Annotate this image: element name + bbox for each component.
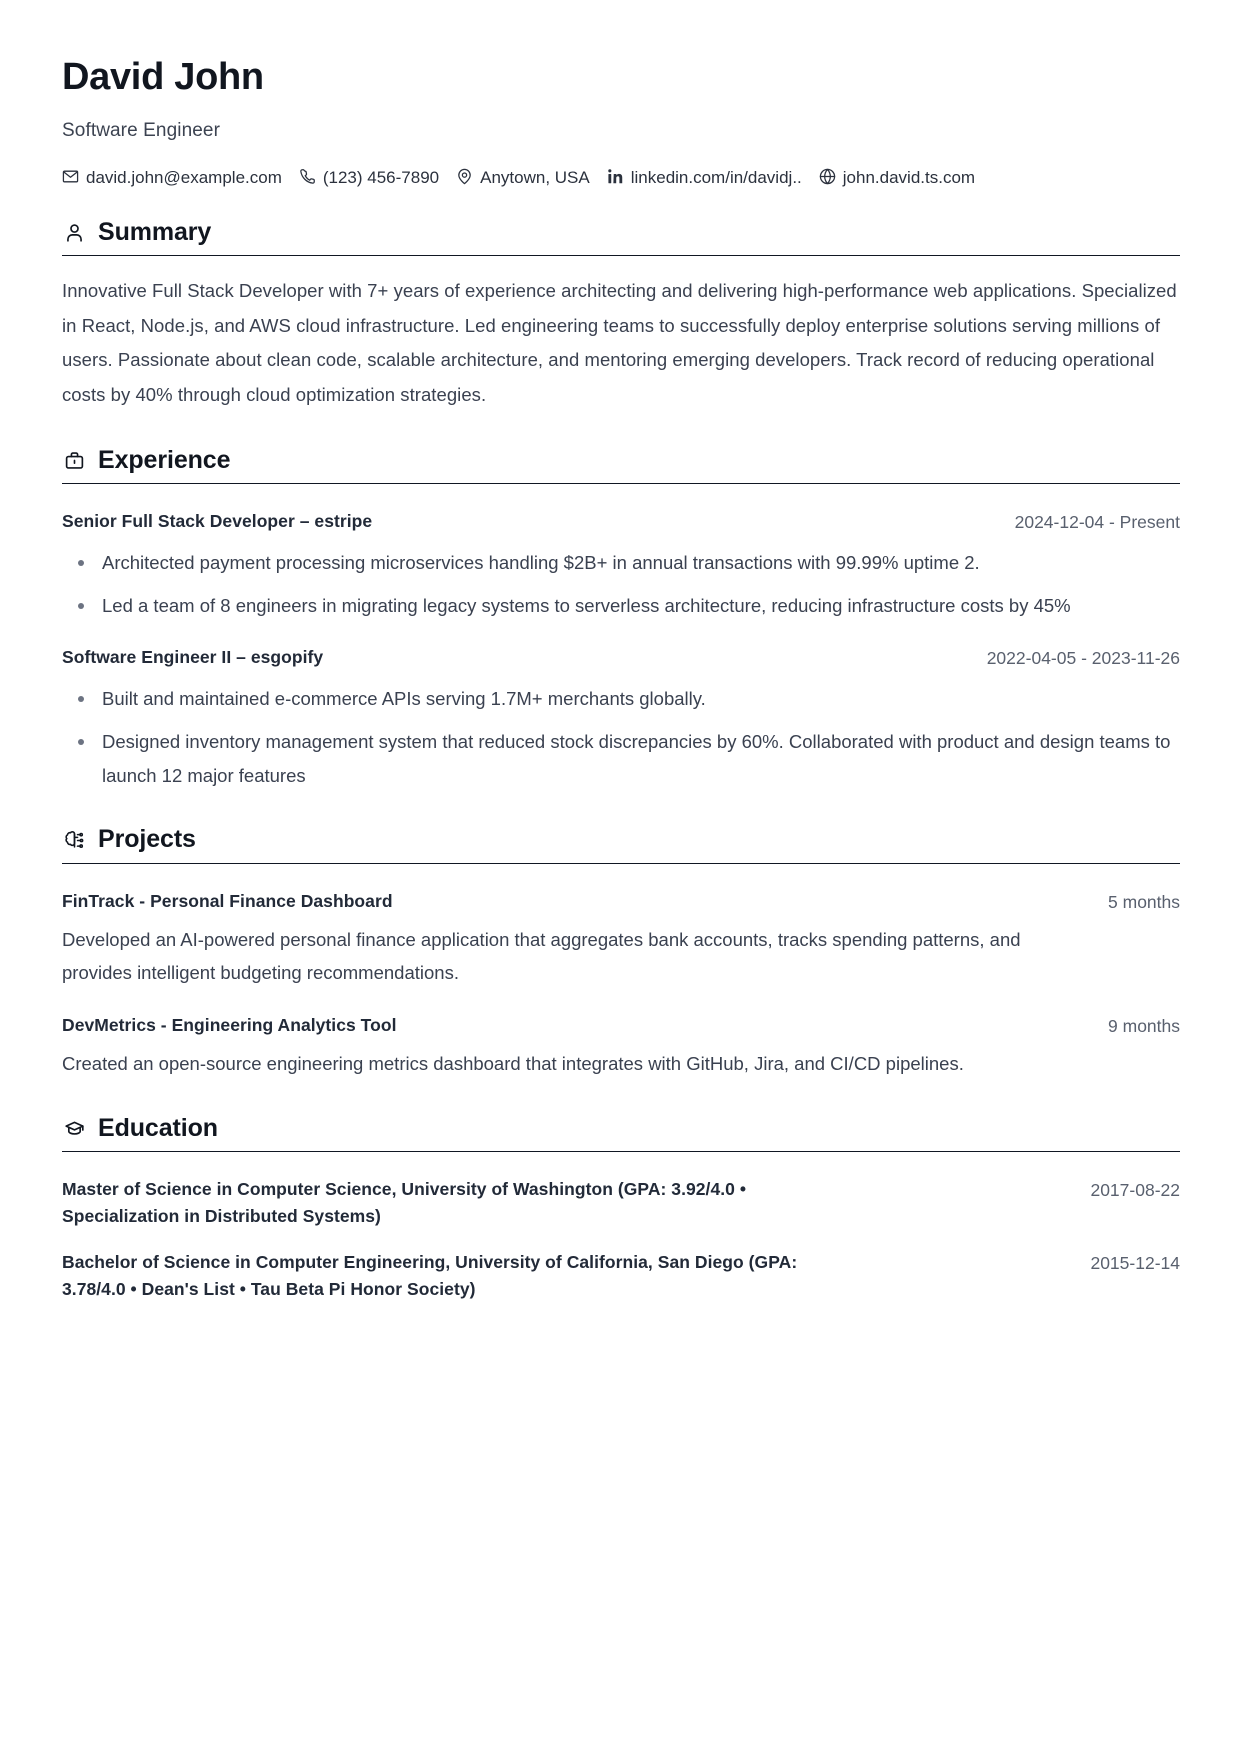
contact-website[interactable] <box>819 168 975 185</box>
bullet-item: Built and maintained e-commerce APIs serving 1.7M+ merchants globally. <box>62 682 1180 716</box>
bullet-item: Designed inventory management system that reduced stock discrepancies by 60%. Collaborated with product and design teams to launch 12 major features <box>62 725 1180 793</box>
experience-entry-date: 2024-12-04 - Present <box>1014 512 1180 533</box>
phone-icon <box>299 168 316 185</box>
project-entry-description: Developed an AI-powered personal finance application that aggregates bank accounts, tracks spending patterns, and provides intelligent budgeting recommendations. <box>62 928 1021 984</box>
education-entry-title: Master of Science in Computer Science, University of Washington (GPA: 3.92/4.0 • Specialization in Distributed Systems) <box>62 1179 747 1226</box>
experience-entry-date: 2022-04-05 - 2023-11-26 <box>986 648 1180 669</box>
section-summary-title: Summary <box>98 217 212 246</box>
resume-header <box>62 56 1180 185</box>
project-entry-header <box>62 888 1180 916</box>
bullet-item: Led a team of 8 engineers in migrating legacy systems to serverless architecture, reducing infrastructure costs by 45% <box>62 589 1180 623</box>
contact-email-text: david.john@example.com <box>86 167 282 187</box>
education-entry-header <box>62 1176 1180 1229</box>
contact-website-text: john.david.ts.com <box>842 167 976 187</box>
project-entry-duration: 9 months <box>1108 1016 1180 1037</box>
section-summary-header <box>62 219 1180 256</box>
experience-entry-title: Software Engineer II – esgopify <box>62 647 324 668</box>
mail-icon <box>62 168 79 185</box>
graduation-cap-icon <box>62 1116 86 1140</box>
project-entry-description: Created an open-source engineering metrics dashboard that integrates with GitHub, Jira, and CI/CD pipelines. <box>62 1052 964 1074</box>
section-divider <box>62 255 1180 256</box>
map-pin-icon <box>456 168 473 185</box>
education-entry <box>62 1249 1180 1302</box>
project-entry-header <box>62 1012 1180 1040</box>
education-entry-date: 2015-12-14 <box>1090 1253 1180 1274</box>
contact-phone-text: (123) 456-7890 <box>322 167 440 187</box>
section-projects-header <box>62 826 1180 863</box>
education-entry-date: 2017-08-22 <box>1090 1180 1180 1201</box>
candidate-headline: Software Engineer <box>62 119 221 141</box>
section-education-header <box>62 1115 1180 1152</box>
section-projects-title: Projects <box>98 825 196 854</box>
linkedin-icon <box>607 168 624 185</box>
section-divider <box>62 483 1180 484</box>
section-projects <box>62 826 1180 1080</box>
user-icon <box>62 220 86 244</box>
briefcase-icon <box>62 448 86 472</box>
section-divider <box>62 863 1180 864</box>
experience-entry-header <box>62 644 1180 672</box>
section-summary <box>62 219 1180 413</box>
contact-email[interactable] <box>62 168 282 185</box>
experience-entry-title: Senior Full Stack Developer – estripe <box>62 511 373 532</box>
section-education-title: Education <box>98 1113 218 1142</box>
project-entry <box>62 888 1180 990</box>
summary-text: Innovative Full Stack Developer with 7+ years of experience architecting and delivering high-performance web applications. Specialized in React, Node.js, and AWS cloud infrastructure. Led engineering teams to successfully deploy enterprise solutions serving millions of users. Passionate about clean code, scalable architecture, and mentoring emerging developers. Track record of reducing operational costs by 40% through cloud optimization strategies. <box>62 280 1177 405</box>
project-entry-duration: 5 months <box>1108 891 1180 912</box>
experience-entry-bullets <box>62 546 1180 623</box>
experience-entry <box>62 508 1180 622</box>
globe-icon <box>819 168 836 185</box>
section-experience <box>62 447 1180 793</box>
section-experience-header <box>62 447 1180 484</box>
contact-phone[interactable] <box>299 168 439 185</box>
contact-linkedin-text: linkedin.com/in/davidj.. <box>630 167 802 187</box>
section-education <box>62 1115 1180 1303</box>
brain-circuit-icon <box>62 828 86 852</box>
experience-entry-header <box>62 508 1180 536</box>
contact-linkedin[interactable] <box>607 168 802 185</box>
experience-entry-bullets <box>62 682 1180 793</box>
education-entry-header <box>62 1249 1180 1302</box>
bullet-item: Architected payment processing microservices handling $2B+ in annual transactions with 99.99% uptime 2. <box>62 546 1180 580</box>
contact-row <box>62 168 1180 185</box>
contact-location[interactable] <box>456 168 590 185</box>
education-entry-title: Bachelor of Science in Computer Engineering, University of California, San Diego (GPA: 3.78/4.0 • Dean's List • Tau Beta Pi Honor Society) <box>62 1252 798 1299</box>
project-entry-title: DevMetrics - Engineering Analytics Tool <box>62 1015 397 1036</box>
section-divider <box>62 1151 1180 1152</box>
project-entry <box>62 1012 1180 1080</box>
contact-location-text: Anytown, USA <box>480 167 590 187</box>
section-experience-title: Experience <box>98 445 231 474</box>
education-entry <box>62 1176 1180 1229</box>
project-entry-title: FinTrack - Personal Finance Dashboard <box>62 890 393 911</box>
candidate-name: David John <box>62 56 264 98</box>
experience-entry <box>62 644 1180 792</box>
